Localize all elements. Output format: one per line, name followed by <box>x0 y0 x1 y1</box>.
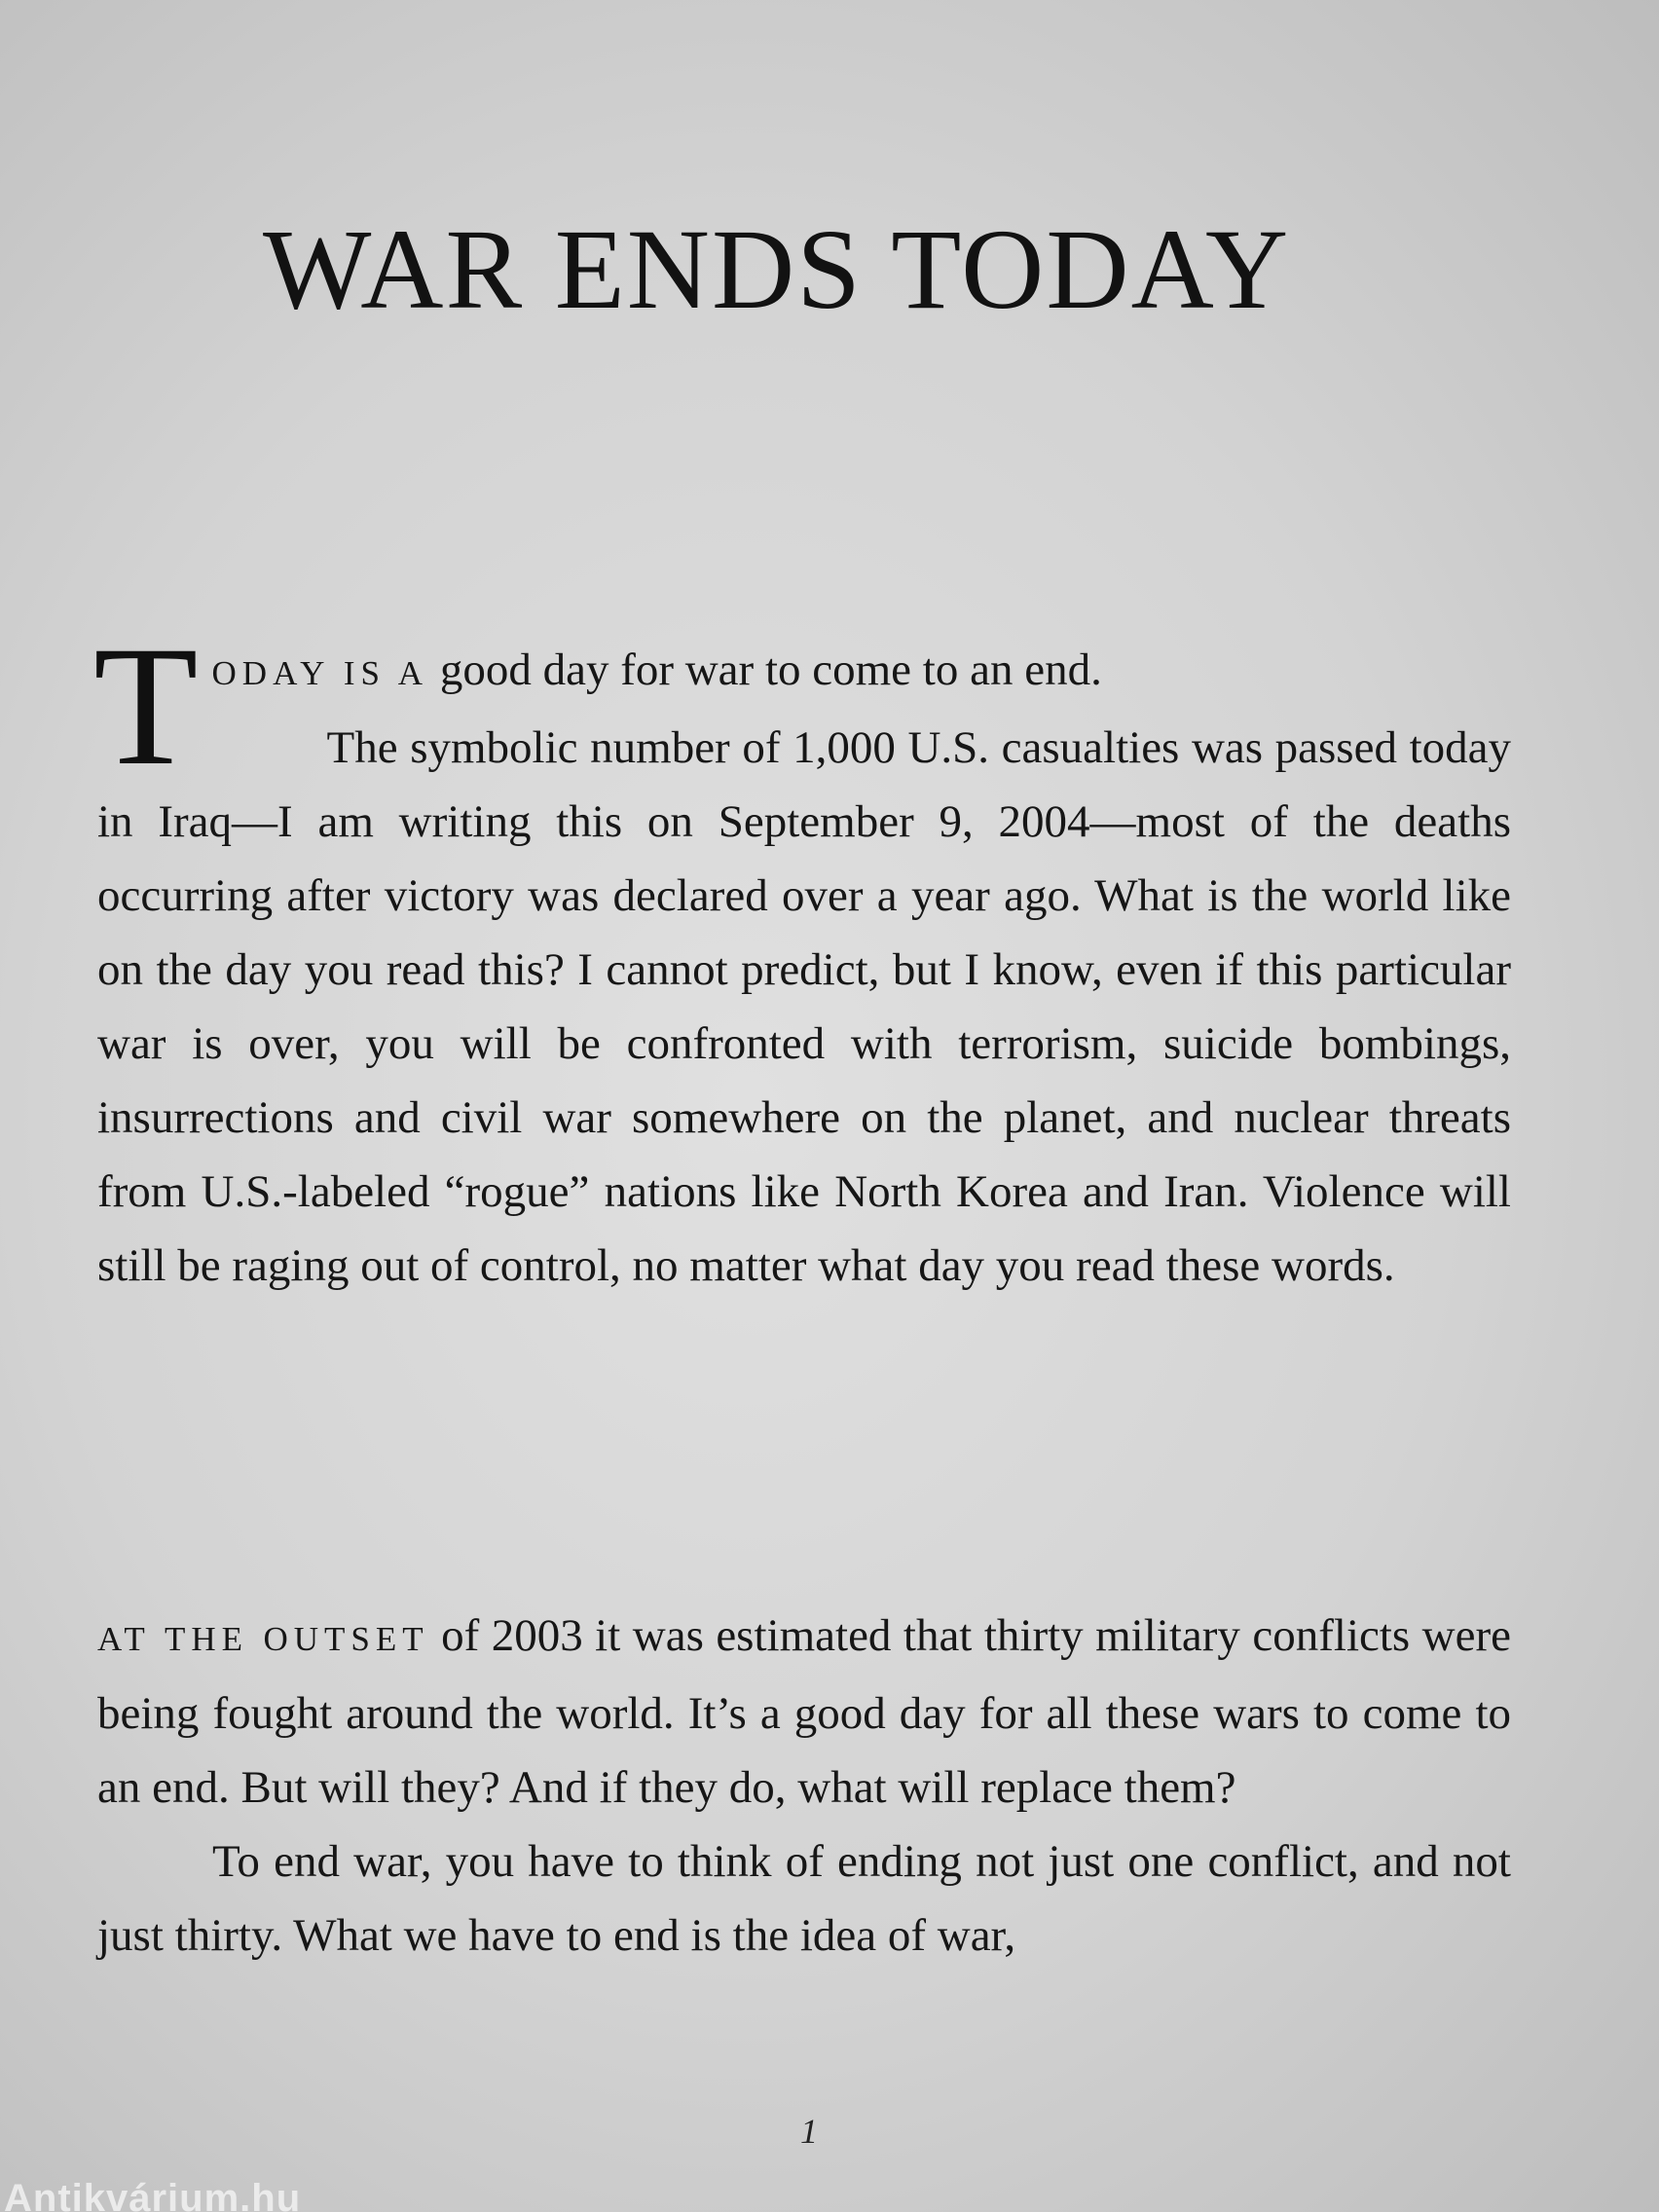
drop-cap: T <box>93 611 199 801</box>
body-paragraph-continued: To end war, you have to think of ending not just one conflict, and not just thirty. What we have to end is the idea of war, <box>97 1836 1511 1961</box>
page-number: 1 <box>800 2112 818 2151</box>
chapter-title: WAR ENDS TODAY <box>263 205 1291 333</box>
section-opening-paragraph <box>97 1599 1511 1825</box>
section-opening-text: of 2003 it was estimated that thirty military conflicts were being fought around the world. It’s a good day for all these wars to come to an end. But will they? And if they do, what will replace them? <box>97 1610 1512 1813</box>
watermark: Antikvárium.hu <box>4 2177 302 2212</box>
lead-in-small-caps: ODAY IS A <box>211 654 429 692</box>
section-two <box>97 1599 1511 1972</box>
opening-paragraph <box>93 611 1511 801</box>
opening-sentence: good day for war to come to an end. <box>428 645 1102 695</box>
section-lead-in-small-caps: AT THE OUTSET <box>97 1620 429 1658</box>
body-paragraph: The symbolic number of 1,000 U.S. casualties was passed today in Iraq—I am writing this on September 9, 2004—most of the deaths occurring after victory was declared over a year ago. What is the world like on the day you read this? I cannot predict, but I know, even if this particular war is over, you will be confronted with terrorism, suicide bombings, insurrections and civil war somewhere on the planet, and nuclear threats from U.S.-labeled “rogue” nations like North Korea and Iran. Violence will still be raging out of control, no matter what day you read these words. <box>97 722 1511 1291</box>
section-one <box>93 611 1511 1303</box>
